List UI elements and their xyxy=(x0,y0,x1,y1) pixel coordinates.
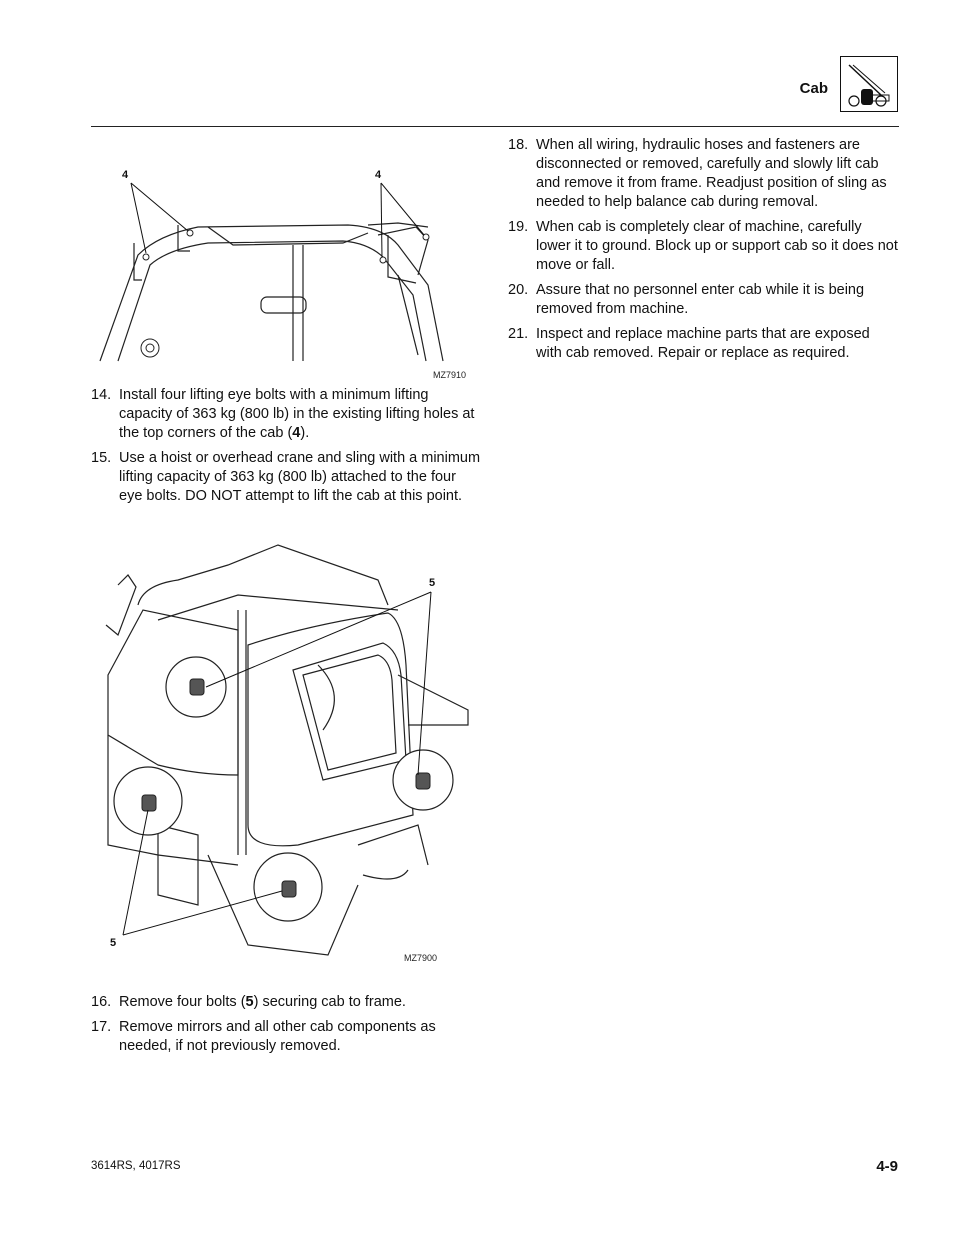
callout-5-bottom: 5 xyxy=(110,937,117,949)
steps-18-21 xyxy=(508,136,898,369)
step-15: 15. Use a hoist or overhead crane and sling with a minimum lifting capacity of 363 kg (800 lb) attached to the four eye bolts. DO NOT attempt to lift the cab at this point. xyxy=(91,450,481,504)
steps-14-15 xyxy=(91,386,483,512)
step-16: 16. Remove four bolts (5) securing cab to frame. xyxy=(91,994,406,1010)
figure-id: MZ7910 xyxy=(433,370,467,380)
callout-5-top: 5 xyxy=(429,577,436,589)
header-rule xyxy=(91,126,899,127)
telehandler-section-icon xyxy=(840,56,898,112)
figure-cab-mounting-bolts xyxy=(98,525,473,970)
page-number: 4-9 xyxy=(876,1158,898,1175)
step-20: 20. Assure that no personnel enter cab while it is being removed from machine. xyxy=(508,282,865,317)
step-18: 18. When all wiring, hydraulic hoses and fasteners are disconnected or removed, carefully and slowly lift cab and remove it from frame. Readjust position of sling as needed to help balance cab during removal. xyxy=(508,137,887,210)
footer-models: 3614RS, 4017RS xyxy=(91,1160,181,1172)
section-title: Cab xyxy=(799,80,828,97)
callout-4-right: 4 xyxy=(375,169,382,181)
step-14: 14. Install four lifting eye bolts with a minimum lifting capacity of 363 kg (800 lb) in the existing lifting holes at the top corners of the cab (4). xyxy=(91,387,475,441)
figure-cab-top-eye-bolts xyxy=(98,165,473,383)
step-17: 17. Remove mirrors and all other cab components as needed, if not previously removed. xyxy=(91,1019,436,1054)
step-21: 21. Inspect and replace machine parts that are exposed with cab removed. Repair or replace as required. xyxy=(508,326,870,361)
steps-16-17 xyxy=(91,993,483,1062)
callout-4-left: 4 xyxy=(122,169,129,181)
step-19: 19. When cab is completely clear of machine, carefully lower it to ground. Block up or support cab so it does not move or fall. xyxy=(508,219,898,273)
figure-id: MZ7900 xyxy=(404,953,438,963)
